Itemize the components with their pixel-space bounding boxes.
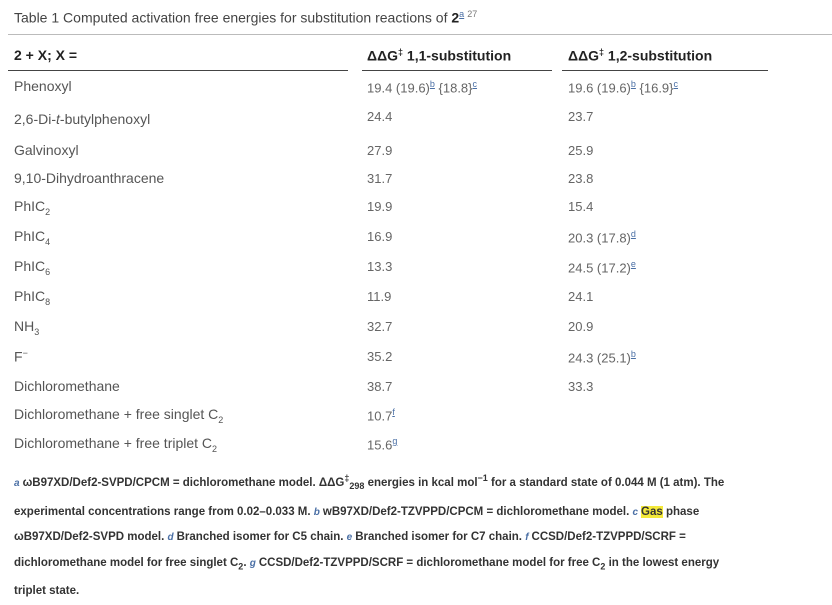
cell-12: 24.3 (25.1)$^b$ bbox=[568, 349, 636, 366]
footnote-mark-f: f bbox=[525, 532, 529, 544]
header-rule-col1 bbox=[362, 70, 552, 71]
cell-11: 11.9 bbox=[367, 289, 392, 304]
row-label: PhIC$_6$ bbox=[14, 258, 51, 277]
cell-12: 23.7 bbox=[568, 109, 594, 124]
header-11-substitution: ΔΔG‡ 1,1-substitution bbox=[367, 47, 512, 64]
row-label: PhIC$_8$ bbox=[14, 288, 51, 307]
cell-11: 10.7$^f$ bbox=[367, 407, 395, 424]
footnote-link-g[interactable]: g bbox=[392, 436, 398, 446]
table-caption bbox=[14, 9, 477, 26]
footnote-link-b[interactable]: b bbox=[630, 79, 636, 89]
cell-11: 13.3 bbox=[367, 259, 393, 274]
table-label: Table 1 bbox=[14, 9, 60, 26]
footnote-link-e[interactable]: e bbox=[630, 259, 636, 269]
search-highlight: Gas bbox=[641, 505, 663, 518]
cell-12: 23.8 bbox=[568, 171, 594, 186]
cell-11: 27.9 bbox=[367, 143, 393, 158]
header-rule-col2 bbox=[562, 70, 768, 71]
footnote-mark-g: g bbox=[249, 557, 256, 569]
cell-11: 35.2 bbox=[367, 349, 393, 364]
footnote-link-f[interactable]: f bbox=[392, 407, 395, 417]
cell-12: 19.6 (19.6)$^b$ {16.9}$^c$ bbox=[568, 79, 679, 96]
cell-12: 20.3 (17.8)$^d$ bbox=[568, 229, 636, 246]
footnote-link-c[interactable]: c bbox=[472, 79, 478, 89]
cell-12: 24.5 (17.2)$^e$ bbox=[568, 259, 636, 276]
header-rule-col0 bbox=[8, 70, 348, 71]
cell-11: 32.7 bbox=[367, 319, 393, 334]
cell-11: 15.6$^g$ bbox=[367, 436, 398, 453]
footnote-mark-d: d bbox=[167, 532, 174, 544]
row-label: Dichloromethane + free singlet $C_2$ bbox=[14, 406, 224, 425]
row-label: Dichloromethane + free triplet $C_2$ bbox=[14, 435, 218, 454]
caption-citation[interactable]: 27 bbox=[467, 9, 478, 19]
caption-footnote-link-a[interactable]: a bbox=[459, 9, 465, 19]
table-top-rule bbox=[8, 34, 832, 35]
row-label: 2,6-Di-t-butylphenoxyl bbox=[14, 111, 151, 127]
cell-12: 24.1 bbox=[568, 289, 594, 304]
row-label: Galvinoxyl bbox=[14, 142, 79, 158]
footnote-link-b[interactable]: b bbox=[630, 349, 636, 359]
cell-12: 25.9 bbox=[568, 143, 594, 158]
compound-number: 2 bbox=[451, 9, 460, 26]
row-label: Dichloromethane bbox=[14, 378, 120, 394]
footnote-link-c[interactable]: c bbox=[673, 79, 679, 89]
cell-11: 38.7 bbox=[367, 379, 393, 394]
row-label: 9,10-Dihydroanthracene bbox=[14, 170, 165, 186]
cell-11: 31.7 bbox=[367, 171, 393, 186]
footnote-mark-b: b bbox=[313, 506, 320, 518]
row-label: Phenoxyl bbox=[14, 78, 72, 94]
header-12-substitution: ΔΔG‡ 1,2-substitution bbox=[568, 47, 713, 64]
table-footnotes: a ωB97XD/Def2-SVPD/CPCM = dichloromethane model. $\Delta\Delta G^\ddagger_{298}$ energies in kcal mol$^{-1}$ for a standard state of 0.044 M (1 atm). The experimental concentrations range from 0.02–0.033 M. b wB97XD/Def2-TZVPPD/CPCM = dichloromethane model. c Gas phase ωB97XD/Def2-SVPD model. d Branched isomer for C5 chain. e Branched isomer for C7 chain. f CCSD/Def2-TZVPPD/SCRF = dichloromethane model for free singlet $C_2$. g CCSD/Def2-TZVPPD/SCRF = dichloromethane model for free $C_2$ in the lowest energy triplet state. bbox=[14, 473, 725, 598]
cell-11: 19.9 bbox=[367, 199, 393, 214]
header-reagent: 2 + X; X = bbox=[14, 47, 78, 63]
footnote-mark-a: a bbox=[14, 477, 20, 489]
footnote-mark-c: c bbox=[632, 506, 639, 518]
footnote-link-b[interactable]: b bbox=[429, 79, 435, 89]
row-label: PhIC$_2$ bbox=[14, 198, 51, 217]
cell-11: 24.4 bbox=[367, 109, 393, 124]
row-label: $NH_3$ bbox=[14, 318, 40, 337]
caption-text: Computed activation free energies for substitution reactions of bbox=[63, 9, 448, 26]
cell-12: 33.3 bbox=[568, 379, 594, 394]
footnote-mark-e: e bbox=[346, 532, 353, 544]
cell-12: 15.4 bbox=[568, 199, 594, 214]
row-label: PhIC$_4$ bbox=[14, 228, 51, 247]
cell-11: 16.9 bbox=[367, 229, 393, 244]
row-label: F− bbox=[14, 348, 28, 365]
cell-12: 20.9 bbox=[568, 319, 594, 334]
footnote-link-d[interactable]: d bbox=[630, 229, 636, 239]
cell-11: 19.4 (19.6)$^b$ {18.8}$^c$ bbox=[367, 79, 478, 96]
